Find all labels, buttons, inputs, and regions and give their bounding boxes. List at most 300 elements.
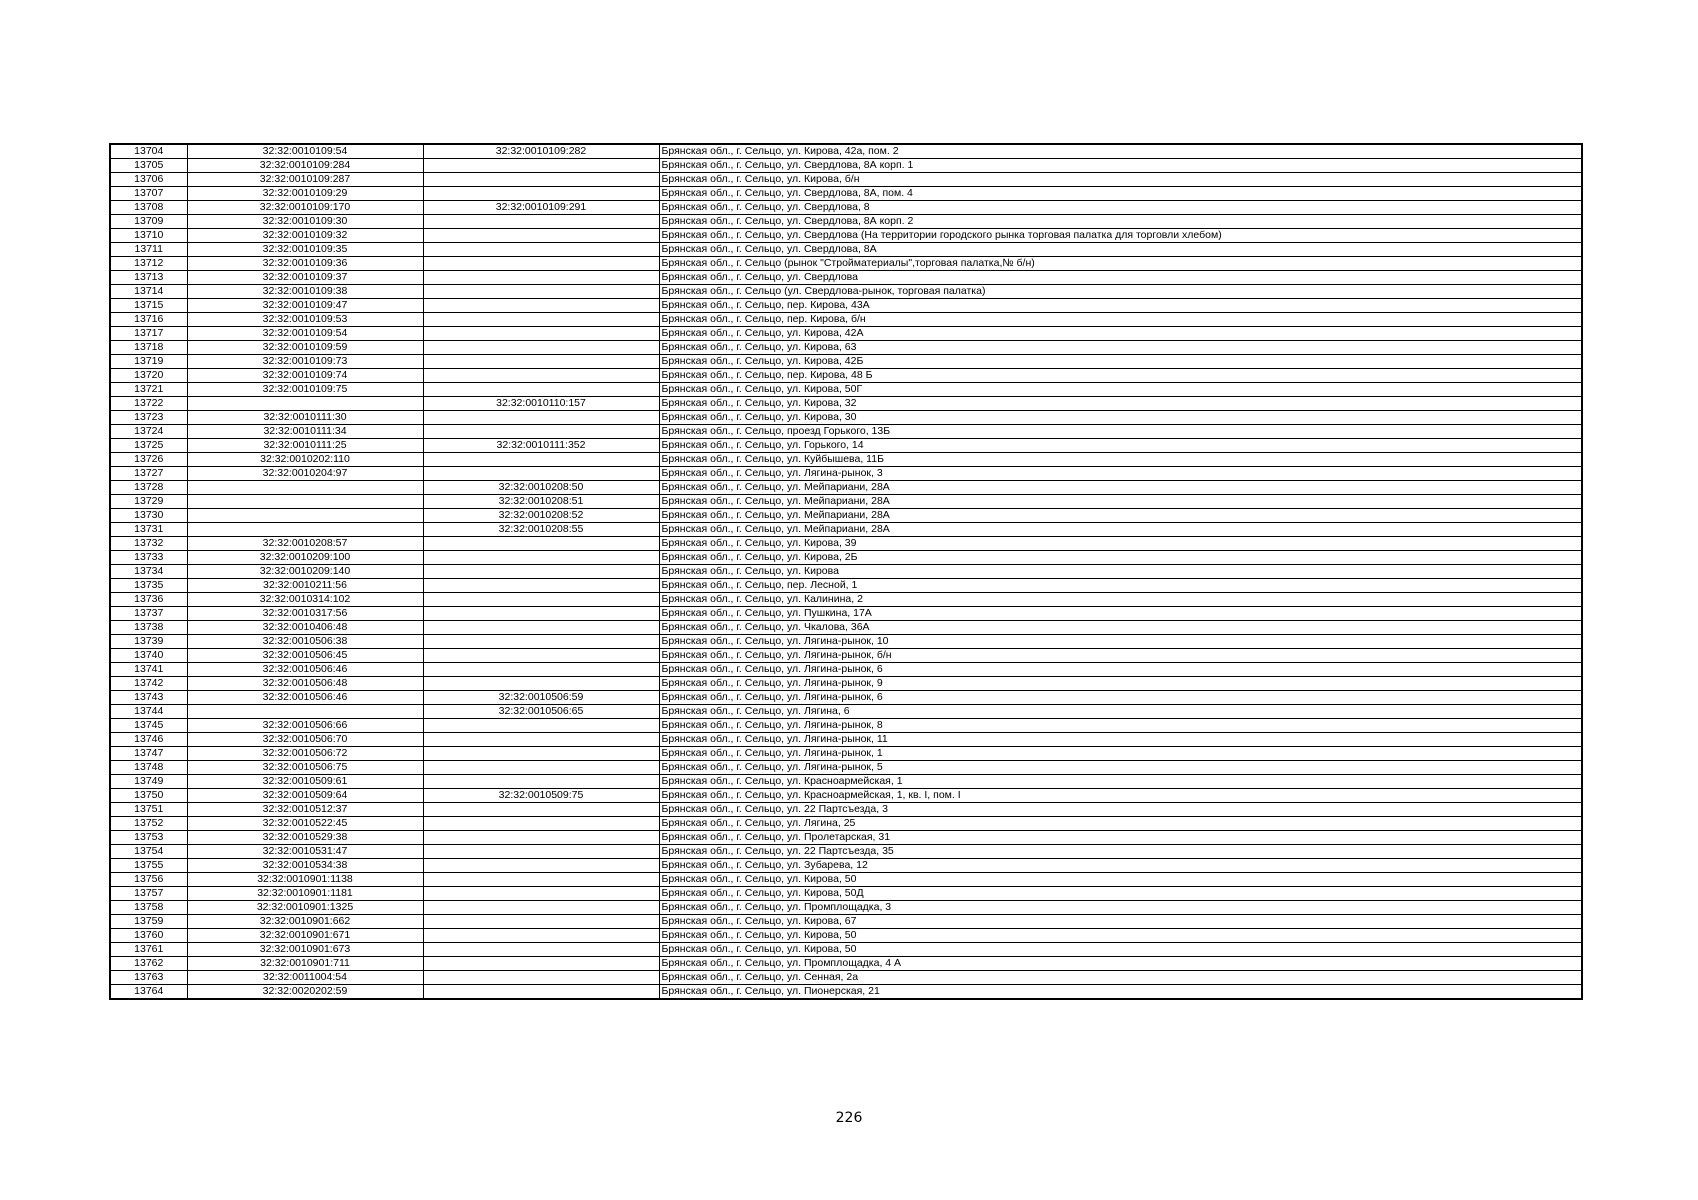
cadastral-number-cell: 32:32:0010314:102 [187, 593, 423, 607]
address-cell: Брянская обл., г. Сельцо, пер. Лесной, 1 [659, 579, 1582, 593]
address-cell: Брянская обл., г. Сельцо, ул. Лягина-рынок, 10 [659, 635, 1582, 649]
cadastral-number-cell: 32:32:0010506:70 [187, 733, 423, 747]
row-number-cell: 13714 [110, 285, 187, 299]
row-number-cell: 13740 [110, 649, 187, 663]
cadastral-number-cell: 32:32:0010109:59 [187, 341, 423, 355]
cadastral-number-cell: 32:32:0010111:25 [187, 439, 423, 453]
cadastral-number-cell: 32:32:0010512:37 [187, 803, 423, 817]
table-row [110, 705, 1582, 719]
table-row [110, 817, 1582, 831]
address-cell: Брянская обл., г. Сельцо, ул. Мейпариани, 28А [659, 481, 1582, 495]
page-number: 226 [835, 1110, 863, 1126]
cadastral-number-secondary-cell [423, 887, 659, 901]
row-number-cell: 13746 [110, 733, 187, 747]
cadastral-number-cell: 32:32:0010901:1181 [187, 887, 423, 901]
cadastral-number-secondary-cell: 32:32:0010208:50 [423, 481, 659, 495]
row-number-cell: 13744 [110, 705, 187, 719]
table-row [110, 313, 1582, 327]
table-row [110, 775, 1582, 789]
table-row [110, 845, 1582, 859]
cadastral-number-cell: 32:32:0010506:48 [187, 677, 423, 691]
cadastral-number-secondary-cell [423, 271, 659, 285]
row-number-cell: 13747 [110, 747, 187, 761]
row-number-cell: 13708 [110, 201, 187, 215]
cadastral-number-secondary-cell [423, 747, 659, 761]
row-number-cell: 13717 [110, 327, 187, 341]
cadastral-number-cell: 32:32:0010109:47 [187, 299, 423, 313]
cadastral-number-secondary-cell [423, 369, 659, 383]
cadastral-number-secondary-cell [423, 243, 659, 257]
table-row [110, 789, 1582, 803]
cadastral-number-cell [187, 509, 423, 523]
cadastral-number-cell: 32:32:0010109:170 [187, 201, 423, 215]
cadastral-number-cell: 32:32:0010109:53 [187, 313, 423, 327]
row-number-cell: 13756 [110, 873, 187, 887]
table-row [110, 159, 1582, 173]
table-row [110, 369, 1582, 383]
table-row [110, 201, 1582, 215]
cadastral-number-cell: 32:32:0010109:284 [187, 159, 423, 173]
cadastral-number-secondary-cell [423, 831, 659, 845]
cadastral-number-cell: 32:32:0010317:56 [187, 607, 423, 621]
address-cell: Брянская обл., г. Сельцо, ул. Свердлова, 8А корп. 1 [659, 159, 1582, 173]
table-row [110, 144, 1582, 159]
row-number-cell: 13729 [110, 495, 187, 509]
cadastral-number-secondary-cell [423, 663, 659, 677]
row-number-cell: 13732 [110, 537, 187, 551]
cadastral-number-cell: 32:32:0010901:662 [187, 915, 423, 929]
cadastral-number-cell: 32:32:0010109:37 [187, 271, 423, 285]
row-number-cell: 13730 [110, 509, 187, 523]
cadastral-number-secondary-cell [423, 621, 659, 635]
cadastral-number-secondary-cell: 32:32:0010506:59 [423, 691, 659, 705]
address-cell: Брянская обл., г. Сельцо, ул. Кирова, 39 [659, 537, 1582, 551]
row-number-cell: 13721 [110, 383, 187, 397]
row-number-cell: 13715 [110, 299, 187, 313]
table-row [110, 915, 1582, 929]
address-cell: Брянская обл., г. Сельцо, ул. Свердлова, 8А [659, 243, 1582, 257]
table-row [110, 523, 1582, 537]
address-cell: Брянская обл., г. Сельцо, ул. Лягина-рынок, 6 [659, 691, 1582, 705]
table-row [110, 187, 1582, 201]
row-number-cell: 13704 [110, 144, 187, 159]
cadastral-number-cell [187, 397, 423, 411]
cadastral-number-cell: 32:32:0010109:73 [187, 355, 423, 369]
address-cell: Брянская обл., г. Сельцо, ул. Кирова, 63 [659, 341, 1582, 355]
address-cell: Брянская обл., г. Сельцо, ул. Свердлова, 8 [659, 201, 1582, 215]
table-row [110, 593, 1582, 607]
cadastral-number-secondary-cell [423, 971, 659, 985]
address-cell: Брянская обл., г. Сельцо, ул. Чкалова, 36А [659, 621, 1582, 635]
table-row [110, 733, 1582, 747]
cadastral-number-cell [187, 495, 423, 509]
table-row [110, 509, 1582, 523]
row-number-cell: 13722 [110, 397, 187, 411]
row-number-cell: 13736 [110, 593, 187, 607]
cadastral-number-secondary-cell [423, 453, 659, 467]
address-cell: Брянская обл., г. Сельцо, ул. Свердлова [659, 271, 1582, 285]
cadastral-number-cell: 32:32:0010209:100 [187, 551, 423, 565]
cadastral-number-cell: 32:32:0010208:57 [187, 537, 423, 551]
cadastral-number-cell: 32:32:0011004:54 [187, 971, 423, 985]
table-row [110, 957, 1582, 971]
table-row [110, 411, 1582, 425]
row-number-cell: 13761 [110, 943, 187, 957]
row-number-cell: 13725 [110, 439, 187, 453]
row-number-cell: 13763 [110, 971, 187, 985]
row-number-cell: 13720 [110, 369, 187, 383]
cadastral-number-secondary-cell [423, 929, 659, 943]
table-row [110, 873, 1582, 887]
address-cell: Брянская обл., г. Сельцо, ул. Пионерская, 21 [659, 985, 1582, 1000]
row-number-cell: 13726 [110, 453, 187, 467]
cadastral-number-secondary-cell [423, 187, 659, 201]
address-cell: Брянская обл., г. Сельцо, ул. Кирова, 30 [659, 411, 1582, 425]
row-number-cell: 13735 [110, 579, 187, 593]
row-number-cell: 13723 [110, 411, 187, 425]
cadastral-number-cell: 32:32:0010209:140 [187, 565, 423, 579]
table-row [110, 495, 1582, 509]
cadastral-number-secondary-cell [423, 467, 659, 481]
cadastral-number-secondary-cell [423, 901, 659, 915]
table-row [110, 859, 1582, 873]
table-row [110, 481, 1582, 495]
table-row [110, 971, 1582, 985]
cadastral-number-secondary-cell [423, 873, 659, 887]
cadastral-number-secondary-cell: 32:32:0010208:55 [423, 523, 659, 537]
cadastral-number-secondary-cell: 32:32:0010109:291 [423, 201, 659, 215]
cadastral-number-cell: 32:32:0020202:59 [187, 985, 423, 1000]
cadastral-number-secondary-cell [423, 803, 659, 817]
cadastral-number-secondary-cell: 32:32:0010109:282 [423, 144, 659, 159]
row-number-cell: 13764 [110, 985, 187, 1000]
table-row [110, 943, 1582, 957]
cadastral-number-secondary-cell: 32:32:0010208:52 [423, 509, 659, 523]
cadastral-number-secondary-cell: 32:32:0010111:352 [423, 439, 659, 453]
table-row [110, 691, 1582, 705]
cadastral-number-secondary-cell [423, 355, 659, 369]
address-cell: Брянская обл., г. Сельцо, ул. Кирова, 42А [659, 327, 1582, 341]
address-cell: Брянская обл., г. Сельцо, пер. Кирова, б/н [659, 313, 1582, 327]
cadastral-number-secondary-cell [423, 551, 659, 565]
address-cell: Брянская обл., г. Сельцо, ул. Калинина, 2 [659, 593, 1582, 607]
cadastral-number-cell: 32:32:0010109:32 [187, 229, 423, 243]
cadastral-number-secondary-cell: 32:32:0010208:51 [423, 495, 659, 509]
cadastral-number-secondary-cell [423, 915, 659, 929]
address-cell: Брянская обл., г. Сельцо, ул. Красноармейская, 1, кв. I, пом. I [659, 789, 1582, 803]
cadastral-number-cell: 32:32:0010202:110 [187, 453, 423, 467]
address-cell: Брянская обл., г. Сельцо, ул. Промплощадка, 3 [659, 901, 1582, 915]
row-number-cell: 13758 [110, 901, 187, 915]
address-cell: Брянская обл., г. Сельцо, ул. Свердлова (На территории городского рынка торговая палатка для торговли хлебом) [659, 229, 1582, 243]
cadastral-number-cell: 32:32:0010109:54 [187, 327, 423, 341]
row-number-cell: 13728 [110, 481, 187, 495]
row-number-cell: 13750 [110, 789, 187, 803]
table-row [110, 649, 1582, 663]
cadastral-number-secondary-cell [423, 593, 659, 607]
cadastral-number-secondary-cell [423, 383, 659, 397]
address-cell: Брянская обл., г. Сельцо, ул. Лягина-рынок, 3 [659, 467, 1582, 481]
address-cell: Брянская обл., г. Сельцо, ул. Лягина-рынок, 6 [659, 663, 1582, 677]
row-number-cell: 13739 [110, 635, 187, 649]
table-row [110, 803, 1582, 817]
address-cell: Брянская обл., г. Сельцо (ул. Свердлова-рынок, торговая палатка) [659, 285, 1582, 299]
table-row [110, 677, 1582, 691]
cadastral-number-secondary-cell: 32:32:0010509:75 [423, 789, 659, 803]
address-cell: Брянская обл., г. Сельцо, ул. Мейпариани, 28А [659, 509, 1582, 523]
table-row [110, 425, 1582, 439]
table-row [110, 747, 1582, 761]
row-number-cell: 13751 [110, 803, 187, 817]
cadastral-number-secondary-cell [423, 565, 659, 579]
cadastral-number-cell: 32:32:0010901:711 [187, 957, 423, 971]
table-row [110, 439, 1582, 453]
table-row [110, 453, 1582, 467]
address-cell: Брянская обл., г. Сельцо, ул. Кирова, 50 [659, 929, 1582, 943]
address-cell: Брянская обл., г. Сельцо, ул. Кирова, 42а, пом. 2 [659, 144, 1582, 159]
table-row [110, 901, 1582, 915]
address-cell: Брянская обл., г. Сельцо, ул. Свердлова, 8А, пом. 4 [659, 187, 1582, 201]
address-cell: Брянская обл., г. Сельцо, ул. Лягина, 25 [659, 817, 1582, 831]
table-row [110, 467, 1582, 481]
address-cell: Брянская обл., г. Сельцо, ул. Промплощадка, 4 А [659, 957, 1582, 971]
cadastral-number-secondary-cell [423, 649, 659, 663]
table-row [110, 663, 1582, 677]
cadastral-number-secondary-cell [423, 215, 659, 229]
cadastral-number-cell: 32:32:0010111:30 [187, 411, 423, 425]
row-number-cell: 13754 [110, 845, 187, 859]
table-row [110, 579, 1582, 593]
cadastral-number-secondary-cell [423, 607, 659, 621]
address-cell: Брянская обл., г. Сельцо, ул. Кирова, б/н [659, 173, 1582, 187]
cadastral-number-secondary-cell [423, 159, 659, 173]
address-cell: Брянская обл., г. Сельцо, ул. Кирова, 50Д [659, 887, 1582, 901]
row-number-cell: 13706 [110, 173, 187, 187]
row-number-cell: 13705 [110, 159, 187, 173]
cadastral-number-cell: 32:32:0010109:74 [187, 369, 423, 383]
row-number-cell: 13755 [110, 859, 187, 873]
row-number-cell: 13713 [110, 271, 187, 285]
cadastral-number-secondary-cell [423, 313, 659, 327]
cadastral-number-cell: 32:32:0010901:671 [187, 929, 423, 943]
address-cell: Брянская обл., г. Сельцо, ул. Кирова, 50 [659, 873, 1582, 887]
cadastral-number-secondary-cell [423, 775, 659, 789]
cadastral-number-cell: 32:32:0010506:46 [187, 691, 423, 705]
row-number-cell: 13710 [110, 229, 187, 243]
cadastral-number-cell: 32:32:0010109:36 [187, 257, 423, 271]
cadastral-number-secondary-cell [423, 859, 659, 873]
cadastral-number-cell: 32:32:0010109:30 [187, 215, 423, 229]
table-row [110, 551, 1582, 565]
cadastral-number-cell: 32:32:0010901:1325 [187, 901, 423, 915]
cadastral-number-cell: 32:32:0010529:38 [187, 831, 423, 845]
cadastral-number-cell: 32:32:0010509:64 [187, 789, 423, 803]
address-cell: Брянская обл., г. Сельцо, ул. Лягина-рынок, б/н [659, 649, 1582, 663]
cadastral-number-secondary-cell [423, 299, 659, 313]
address-cell: Брянская обл., г. Сельцо, ул. Кирова, 2Б [659, 551, 1582, 565]
registry-table-body [110, 144, 1582, 999]
cadastral-number-secondary-cell [423, 579, 659, 593]
address-cell: Брянская обл., г. Сельцо, ул. Горького, 14 [659, 439, 1582, 453]
cadastral-number-cell: 32:32:0010506:66 [187, 719, 423, 733]
row-number-cell: 13709 [110, 215, 187, 229]
address-cell: Брянская обл., г. Сельцо, ул. Лягина, 6 [659, 705, 1582, 719]
address-cell: Брянская обл., г. Сельцо, ул. Лягина-рынок, 8 [659, 719, 1582, 733]
table-row [110, 229, 1582, 243]
table-row [110, 299, 1582, 313]
table-row [110, 985, 1582, 1000]
cadastral-number-secondary-cell: 32:32:0010110:157 [423, 397, 659, 411]
row-number-cell: 13716 [110, 313, 187, 327]
table-row [110, 635, 1582, 649]
row-number-cell: 13712 [110, 257, 187, 271]
row-number-cell: 13748 [110, 761, 187, 775]
table-row [110, 621, 1582, 635]
cadastral-number-cell: 32:32:0010901:1138 [187, 873, 423, 887]
address-cell: Брянская обл., г. Сельцо, ул. Пушкина, 17А [659, 607, 1582, 621]
cadastral-number-secondary-cell [423, 425, 659, 439]
address-cell: Брянская обл., г. Сельцо, ул. Сенная, 2а [659, 971, 1582, 985]
registry-table [109, 143, 1583, 1000]
row-number-cell: 13753 [110, 831, 187, 845]
address-cell: Брянская обл., г. Сельцо, ул. Зубарева, 12 [659, 859, 1582, 873]
address-cell: Брянская обл., г. Сельцо, ул. Лягина-рынок, 9 [659, 677, 1582, 691]
address-cell: Брянская обл., г. Сельцо, ул. Пролетарская, 31 [659, 831, 1582, 845]
cadastral-number-secondary-cell [423, 229, 659, 243]
row-number-cell: 13711 [110, 243, 187, 257]
row-number-cell: 13733 [110, 551, 187, 565]
table-row [110, 887, 1582, 901]
address-cell: Брянская обл., г. Сельцо, ул. Свердлова, 8А корп. 2 [659, 215, 1582, 229]
table-row [110, 257, 1582, 271]
table-row [110, 831, 1582, 845]
table-row [110, 215, 1582, 229]
cadastral-number-cell: 32:32:0010506:45 [187, 649, 423, 663]
table-row [110, 271, 1582, 285]
address-cell: Брянская обл., г. Сельцо, ул. Куйбышева, 11Б [659, 453, 1582, 467]
cadastral-number-cell: 32:32:0010109:29 [187, 187, 423, 201]
cadastral-number-cell: 32:32:0010406:48 [187, 621, 423, 635]
row-number-cell: 13749 [110, 775, 187, 789]
row-number-cell: 13757 [110, 887, 187, 901]
cadastral-number-cell: 32:32:0010901:673 [187, 943, 423, 957]
address-cell: Брянская обл., г. Сельцо, ул. Мейпариани, 28А [659, 523, 1582, 537]
table-row [110, 397, 1582, 411]
address-cell: Брянская обл., г. Сельцо, пер. Кирова, 48 Б [659, 369, 1582, 383]
table-row [110, 327, 1582, 341]
cadastral-number-cell: 32:32:0010109:35 [187, 243, 423, 257]
address-cell: Брянская обл., г. Сельцо, ул. Красноармейская, 1 [659, 775, 1582, 789]
address-cell: Брянская обл., г. Сельцо, ул. 22 Партсъезда, 3 [659, 803, 1582, 817]
cadastral-number-cell: 32:32:0010522:45 [187, 817, 423, 831]
cadastral-number-cell [187, 705, 423, 719]
table-row [110, 761, 1582, 775]
address-cell: Брянская обл., г. Сельцо, ул. Лягина-рынок, 5 [659, 761, 1582, 775]
cadastral-number-secondary-cell [423, 761, 659, 775]
cadastral-number-secondary-cell [423, 257, 659, 271]
address-cell: Брянская обл., г. Сельцо, ул. Кирова, 50 [659, 943, 1582, 957]
address-cell: Брянская обл., г. Сельцо, ул. Мейпариани, 28А [659, 495, 1582, 509]
cadastral-number-cell: 32:32:0010509:61 [187, 775, 423, 789]
address-cell: Брянская обл., г. Сельцо, ул. Кирова [659, 565, 1582, 579]
address-cell: Брянская обл., г. Сельцо, ул. 22 Партсъезда, 35 [659, 845, 1582, 859]
row-number-cell: 13760 [110, 929, 187, 943]
cadastral-number-secondary-cell [423, 341, 659, 355]
row-number-cell: 13724 [110, 425, 187, 439]
cadastral-number-cell: 32:32:0010111:34 [187, 425, 423, 439]
address-cell: Брянская обл., г. Сельцо, ул. Кирова, 32 [659, 397, 1582, 411]
table-row [110, 341, 1582, 355]
cadastral-number-cell [187, 481, 423, 495]
cadastral-number-cell: 32:32:0010211:56 [187, 579, 423, 593]
table-row [110, 719, 1582, 733]
row-number-cell: 13743 [110, 691, 187, 705]
cadastral-number-secondary-cell [423, 173, 659, 187]
row-number-cell: 13742 [110, 677, 187, 691]
row-number-cell: 13759 [110, 915, 187, 929]
table-row [110, 383, 1582, 397]
cadastral-number-secondary-cell [423, 635, 659, 649]
cadastral-number-secondary-cell [423, 411, 659, 425]
row-number-cell: 13734 [110, 565, 187, 579]
address-cell: Брянская обл., г. Сельцо, ул. Кирова, 42Б [659, 355, 1582, 369]
row-number-cell: 13707 [110, 187, 187, 201]
row-number-cell: 13737 [110, 607, 187, 621]
table-row [110, 565, 1582, 579]
row-number-cell: 13731 [110, 523, 187, 537]
cadastral-number-secondary-cell [423, 845, 659, 859]
row-number-cell: 13741 [110, 663, 187, 677]
address-cell: Брянская обл., г. Сельцо, ул. Лягина-рынок, 11 [659, 733, 1582, 747]
row-number-cell: 13762 [110, 957, 187, 971]
table-row [110, 929, 1582, 943]
table-row [110, 607, 1582, 621]
row-number-cell: 13727 [110, 467, 187, 481]
cadastral-number-secondary-cell [423, 957, 659, 971]
cadastral-number-secondary-cell [423, 733, 659, 747]
address-cell: Брянская обл., г. Сельцо, ул. Лягина-рынок, 1 [659, 747, 1582, 761]
table-row [110, 173, 1582, 187]
cadastral-number-cell: 32:32:0010531:47 [187, 845, 423, 859]
table-row [110, 537, 1582, 551]
cadastral-number-cell: 32:32:0010109:54 [187, 144, 423, 159]
cadastral-number-cell: 32:32:0010506:46 [187, 663, 423, 677]
table-row [110, 285, 1582, 299]
cadastral-number-cell: 32:32:0010109:287 [187, 173, 423, 187]
cadastral-number-secondary-cell [423, 677, 659, 691]
cadastral-number-secondary-cell [423, 537, 659, 551]
cadastral-number-secondary-cell [423, 817, 659, 831]
address-cell: Брянская обл., г. Сельцо, ул. Кирова, 67 [659, 915, 1582, 929]
cadastral-number-secondary-cell [423, 285, 659, 299]
cadastral-number-secondary-cell [423, 327, 659, 341]
cadastral-number-cell: 32:32:0010109:38 [187, 285, 423, 299]
row-number-cell: 13718 [110, 341, 187, 355]
cadastral-number-secondary-cell: 32:32:0010506:65 [423, 705, 659, 719]
row-number-cell: 13752 [110, 817, 187, 831]
cadastral-number-cell: 32:32:0010506:75 [187, 761, 423, 775]
cadastral-number-secondary-cell [423, 943, 659, 957]
cadastral-number-cell: 32:32:0010204:97 [187, 467, 423, 481]
address-cell: Брянская обл., г. Сельцо (рынок "Стройматериалы",торговая палатка,№ б/н) [659, 257, 1582, 271]
address-cell: Брянская обл., г. Сельцо, ул. Кирова, 50Г [659, 383, 1582, 397]
table-row [110, 355, 1582, 369]
cadastral-number-cell: 32:32:0010109:75 [187, 383, 423, 397]
cadastral-number-cell: 32:32:0010506:72 [187, 747, 423, 761]
address-cell: Брянская обл., г. Сельцо, проезд Горького, 13Б [659, 425, 1582, 439]
cadastral-number-cell: 32:32:0010506:38 [187, 635, 423, 649]
address-cell: Брянская обл., г. Сельцо, пер. Кирова, 43А [659, 299, 1582, 313]
